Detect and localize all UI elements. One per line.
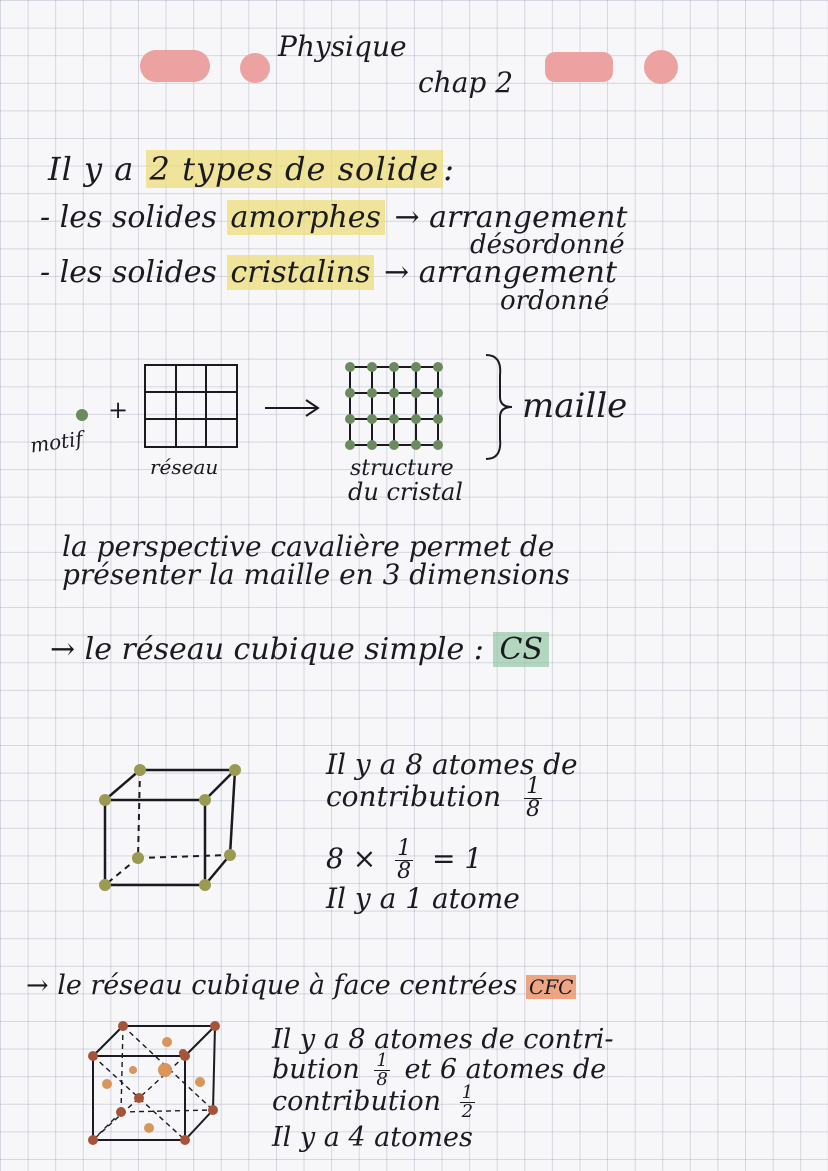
tape-circle-left <box>240 53 270 83</box>
cfc-cube-diagram <box>85 1018 245 1153</box>
chapter-label: chap 2 <box>418 66 514 99</box>
reseau-label: réseau <box>150 455 219 479</box>
reseau-grid <box>145 365 237 447</box>
amorphous-line: - les solides amorphes → arrangement <box>40 200 628 235</box>
maille-label: maille <box>522 386 628 426</box>
cfc-tag: CFC <box>526 975 576 999</box>
crystalline-desc: ordonné <box>500 286 610 316</box>
highlight-types: 2 types de solide <box>146 150 444 188</box>
structure-grid <box>350 367 438 445</box>
highlight-cristalins: cristalins <box>227 255 375 290</box>
plus-sign: + <box>108 396 129 424</box>
tape-circle-right <box>644 50 678 84</box>
crystalline-line: - les solides cristalins → arrangement <box>40 255 618 290</box>
motif-dot <box>76 409 88 421</box>
motif-label: motif <box>28 426 85 458</box>
tape-left <box>140 50 210 82</box>
cfc-result: Il y a 4 atomes <box>272 1122 473 1153</box>
amorphous-desc: désordonné <box>470 230 625 260</box>
cfc-heading: → le réseau cubique à face centrées CFC <box>26 970 576 1001</box>
arrow-icon <box>265 400 318 416</box>
cs-calculation: 8 × $\frac{1}{8}$ = 1 <box>326 836 483 884</box>
structure-label-2: du cristal <box>348 478 463 506</box>
tape-right <box>545 52 613 82</box>
cfc-line-3: contribution $\frac{1}{2}$ <box>272 1082 474 1122</box>
cs-cube-diagram <box>90 755 290 915</box>
structure-label-1: structure <box>350 456 454 481</box>
cs-result: Il y a 1 atome <box>326 882 520 915</box>
lattice-diagram <box>0 345 828 545</box>
brace-icon <box>486 355 512 459</box>
cs-heading: → le réseau cubique simple : CS <box>50 632 549 667</box>
cfc-fraction-half: $\frac{1}{2}$ <box>461 1082 474 1122</box>
cfc-line-1: Il y a 8 atomes de contri- <box>272 1024 614 1055</box>
cs-fraction: $\frac{1}{8}$ <box>526 774 541 822</box>
highlight-amorphes: amorphes <box>227 200 385 235</box>
cs-tag: CS <box>493 632 549 667</box>
perspective-line-1: la perspective cavalière permet de <box>62 530 555 563</box>
page-title: Physique <box>278 30 407 63</box>
cs-line-1: Il y a 8 atomes de <box>326 748 578 781</box>
cfc-line-2: bution $\frac{1}{8}$ et 6 atomes de <box>272 1050 607 1090</box>
perspective-line-2: présenter la maille en 3 dimensions <box>62 558 570 591</box>
cs-calc-fraction: $\frac{1}{8}$ <box>397 836 412 884</box>
intro-line: Il y a 2 types de solide : <box>48 150 455 188</box>
cs-line-2: contribution $\frac{1}{8}$ <box>326 774 541 822</box>
cfc-fraction-eighth: $\frac{1}{8}$ <box>376 1050 388 1090</box>
